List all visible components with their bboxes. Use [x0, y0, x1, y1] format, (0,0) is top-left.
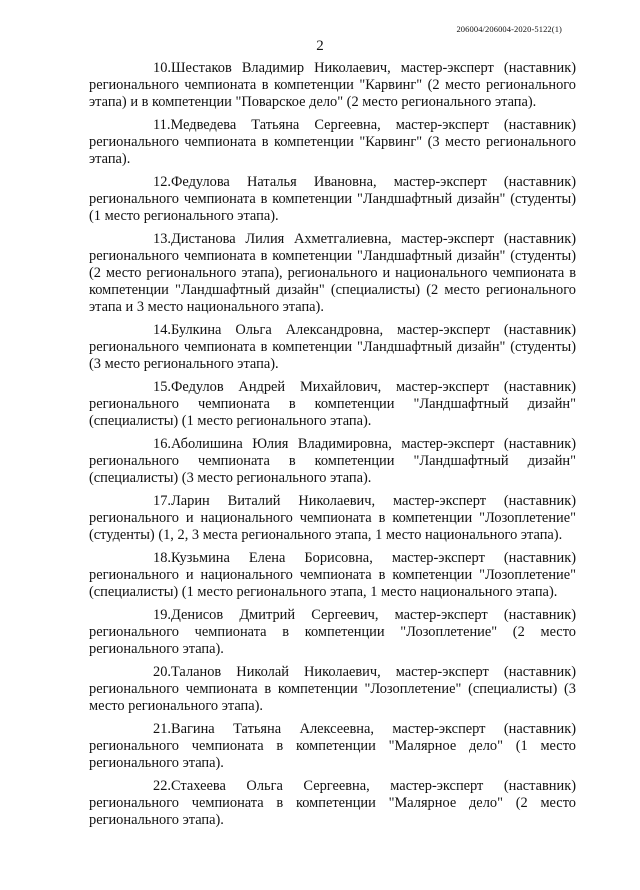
list-item — [89, 174, 576, 225]
item-text: Стахеева Ольга Сергеевна, мастер-эксперт (наставник) регионального чемпионата в компетенции "Малярное дело" (2 место регионального этапа). — [89, 778, 576, 828]
list-item — [89, 436, 576, 487]
item-text: Вагина Татьяна Алексеевна, мастер-эксперт (наставник) регионального чемпионата в компетенции "Малярное дело" (1 место регионального этапа). — [89, 721, 576, 771]
item-text: Федулова Наталья Ивановна, мастер-эксперт (наставник) регионального чемпионата в компетенции "Ландшафтный дизайн" (студенты) (1 место регионального этапа). — [89, 174, 576, 224]
item-number: 12. — [153, 174, 171, 190]
list-item — [89, 493, 576, 544]
item-number: 10. — [153, 60, 171, 76]
item-text: Булкина Ольга Александровна, мастер-эксперт (наставник) регионального чемпионата в компетенции "Ландшафтный дизайн" (студенты) (3 место регионального этапа). — [89, 322, 576, 372]
list-item — [89, 664, 576, 715]
list-item — [89, 778, 576, 829]
item-text: Шестаков Владимир Николаевич, мастер-эксперт (наставник) регионального чемпионата в компетенции "Карвинг" (2 место регионального этапа) и в компетенции "Поварское дело" (2 место регионального этапа). — [89, 60, 576, 110]
list-item — [89, 607, 576, 658]
list-item — [89, 231, 576, 316]
item-text: Федулов Андрей Михайлович, мастер-эксперт (наставник) регионального чемпионата в компетенции "Ландшафтный дизайн" (специалисты) (1 место регионального этапа). — [89, 379, 576, 429]
item-number: 17. — [153, 493, 171, 509]
item-number: 13. — [153, 231, 171, 247]
item-text: Кузьмина Елена Борисовна, мастер-эксперт (наставник) регионального и национального чемпионата в компетенции "Лозоплетение" (специалисты) (1 место регионального этапа, 1 место национального этапа). — [89, 550, 576, 600]
item-number: 20. — [153, 664, 171, 680]
list-item — [89, 117, 576, 168]
list-item — [89, 550, 576, 601]
document-code: 206004/206004-2020-5122(1) — [456, 24, 562, 34]
item-text: Денисов Дмитрий Сергеевич, мастер-эксперт (наставник) регионального чемпионата в компетенции "Лозоплетение" (2 место регионального этапа). — [89, 607, 576, 657]
item-text: Ларин Виталий Николаевич, мастер-эксперт (наставник) регионального и национального чемпионата в компетенции "Лозоплетение" (студенты) (1, 2, 3 места регионального этапа, 1 место национального этапа). — [89, 493, 576, 543]
item-number: 21. — [153, 721, 171, 737]
item-text: Дистанова Лилия Ахметгалиевна, мастер-эксперт (наставник) регионального чемпионата в компетенции "Ландшафтный дизайн" (студенты) (2 место регионального этапа), регионального и национального чемпионата в компетенции "Ландшафтный дизайн" (специалисты) (2 место регионального этапа и 3 место национального этапа). — [89, 231, 576, 315]
item-text: Медведева Татьяна Сергеевна, мастер-эксперт (наставник) регионального чемпионата в компетенции "Карвинг" (3 место регионального этапа). — [89, 117, 576, 167]
list-item — [89, 322, 576, 373]
item-number: 14. — [153, 322, 171, 338]
item-text: Таланов Николай Николаевич, мастер-эксперт (наставник) регионального чемпионата в компетенции "Лозоплетение" (специалисты) (3 место регионального этапа). — [89, 664, 576, 714]
item-number: 19. — [153, 607, 171, 623]
list-item — [89, 721, 576, 772]
item-text: Аболишина Юлия Владимировна, мастер-эксперт (наставник) регионального чемпионата в компетенции "Ландшафтный дизайн" (специалисты) (3 место регионального этапа). — [89, 436, 576, 486]
item-number: 18. — [153, 550, 171, 566]
item-number: 22. — [153, 778, 171, 794]
item-number: 16. — [153, 436, 171, 452]
item-number: 15. — [153, 379, 171, 395]
numbered-list — [89, 60, 576, 835]
list-item — [89, 379, 576, 430]
list-item — [89, 60, 576, 111]
page-number: 2 — [316, 38, 324, 54]
item-number: 11. — [153, 117, 171, 133]
